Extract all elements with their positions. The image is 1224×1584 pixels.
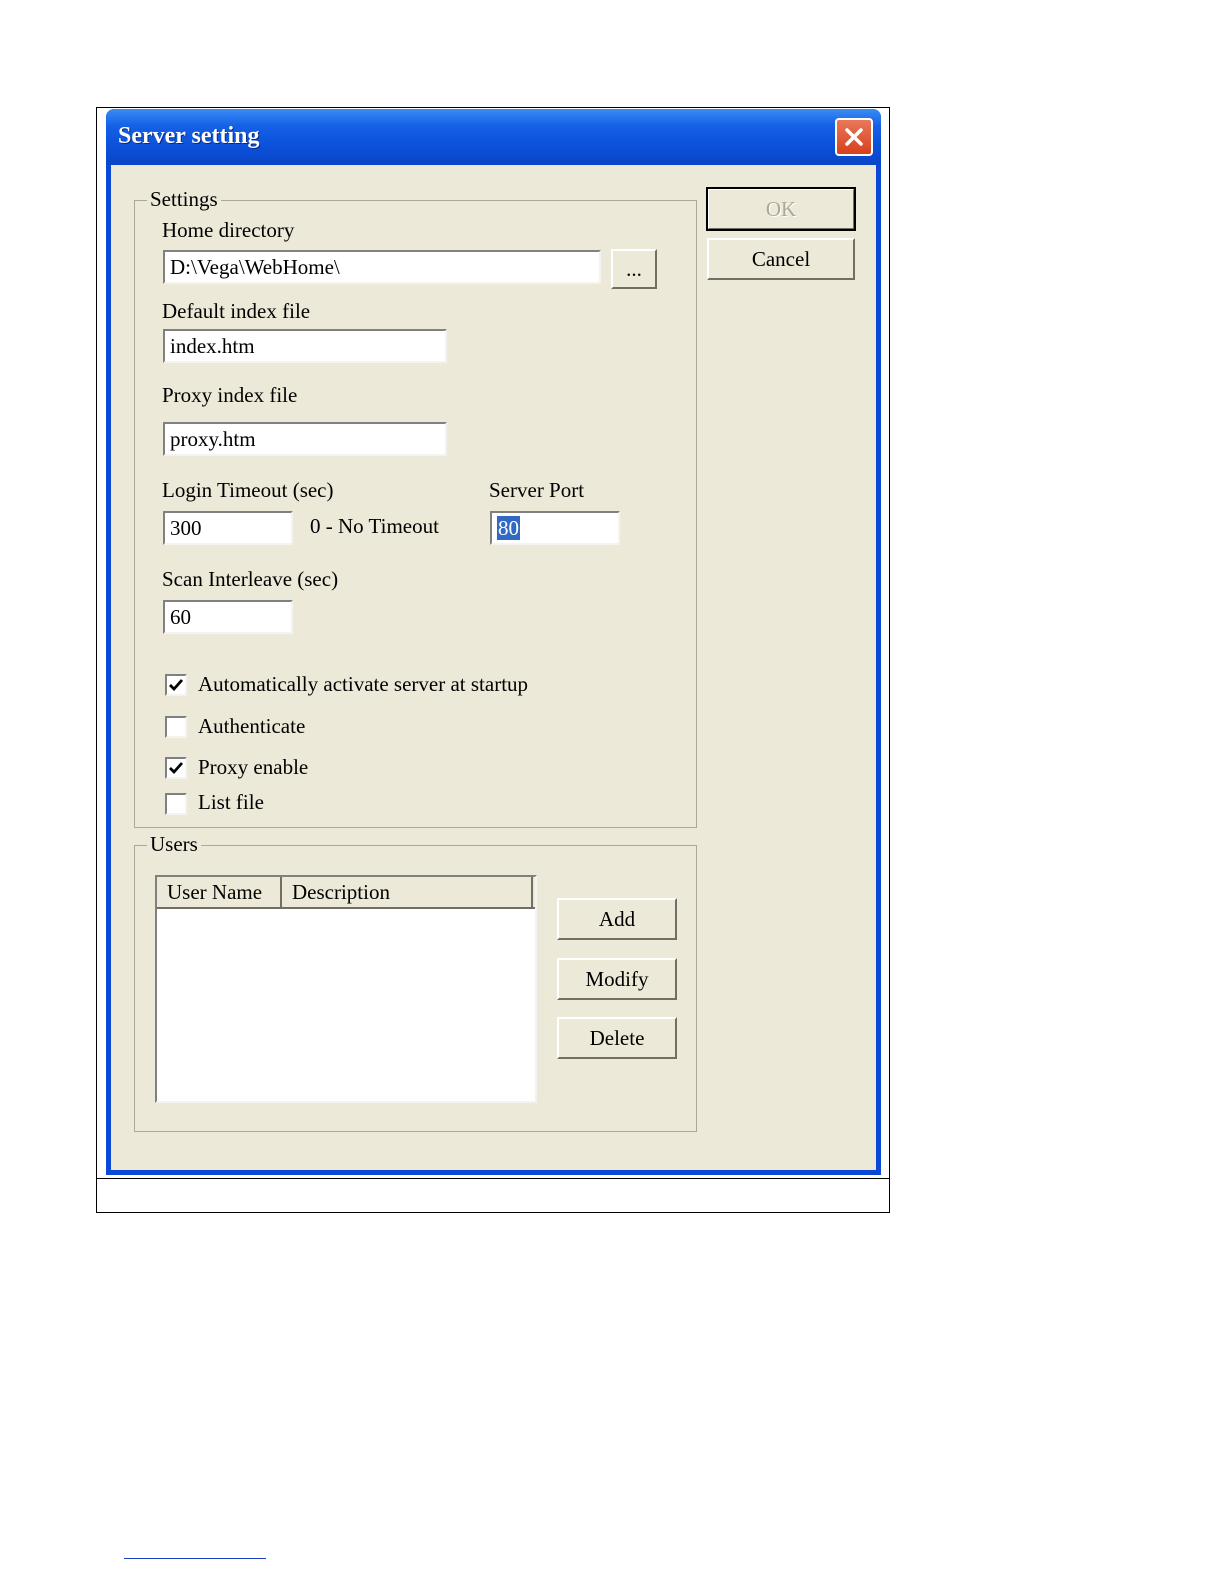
auto-activate-checkbox[interactable]: [165, 674, 187, 696]
browse-button-label: ...: [626, 256, 642, 281]
server-port-input[interactable]: [490, 511, 620, 545]
home-directory-input[interactable]: D:\Vega\WebHome\: [163, 250, 601, 284]
auto-activate-label[interactable]: Automatically activate server at startup: [198, 672, 529, 696]
delete-button-label: Delete: [589, 1025, 645, 1050]
scan-interleave-label: Scan Interleave (sec): [162, 567, 339, 591]
ok-button-label: OK: [765, 196, 797, 221]
window-title: Server setting: [118, 123, 260, 149]
dialog-client-area: [111, 165, 876, 1170]
cancel-button-label: Cancel: [751, 246, 811, 271]
footnote-separator: [124, 1558, 266, 1559]
server-port-label: Server Port: [489, 478, 585, 502]
browse-button[interactable]: [611, 249, 657, 289]
authenticate-label[interactable]: Authenticate: [198, 714, 306, 738]
authenticate-checkbox[interactable]: [165, 716, 187, 738]
delete-user-button[interactable]: [557, 1017, 677, 1059]
close-icon: [843, 126, 865, 148]
users-list-header: [157, 877, 535, 909]
modify-user-button[interactable]: [557, 958, 677, 1000]
home-directory-label: Home directory: [162, 218, 295, 242]
login-timeout-label: Login Timeout (sec): [162, 478, 334, 502]
proxy-index-file-input[interactable]: proxy.htm: [163, 422, 447, 456]
default-index-file-input[interactable]: index.htm: [163, 329, 447, 363]
settings-group-label: Settings: [147, 187, 221, 212]
column-header-description[interactable]: Description: [282, 877, 533, 907]
ok-button[interactable]: [707, 188, 855, 230]
list-file-checkbox[interactable]: [165, 793, 187, 815]
list-file-label[interactable]: List file: [198, 790, 264, 814]
proxy-enable-label[interactable]: Proxy enable: [198, 755, 309, 779]
login-timeout-hint: 0 - No Timeout: [310, 514, 439, 538]
checkmark-icon: [168, 760, 184, 776]
close-button[interactable]: [835, 118, 873, 156]
scan-interleave-input[interactable]: 60: [163, 600, 293, 634]
column-header-user-name[interactable]: User Name: [157, 877, 282, 907]
users-list[interactable]: [155, 875, 537, 1103]
add-button-label: Add: [598, 906, 636, 931]
server-port-selected-text: 80: [498, 516, 519, 540]
proxy-index-file-label: Proxy index file: [162, 383, 298, 407]
server-setting-dialog: [106, 109, 881, 1175]
cancel-button[interactable]: [707, 238, 855, 280]
checkmark-icon: [168, 677, 184, 693]
frame-divider: [96, 1178, 890, 1179]
modify-button-label: Modify: [585, 966, 649, 991]
add-user-button[interactable]: [557, 898, 677, 940]
default-index-file-label: Default index file: [162, 299, 311, 323]
login-timeout-input[interactable]: 300: [163, 511, 293, 545]
users-group-label: Users: [147, 832, 201, 857]
proxy-enable-checkbox[interactable]: [165, 757, 187, 779]
title-bar[interactable]: [106, 109, 881, 165]
